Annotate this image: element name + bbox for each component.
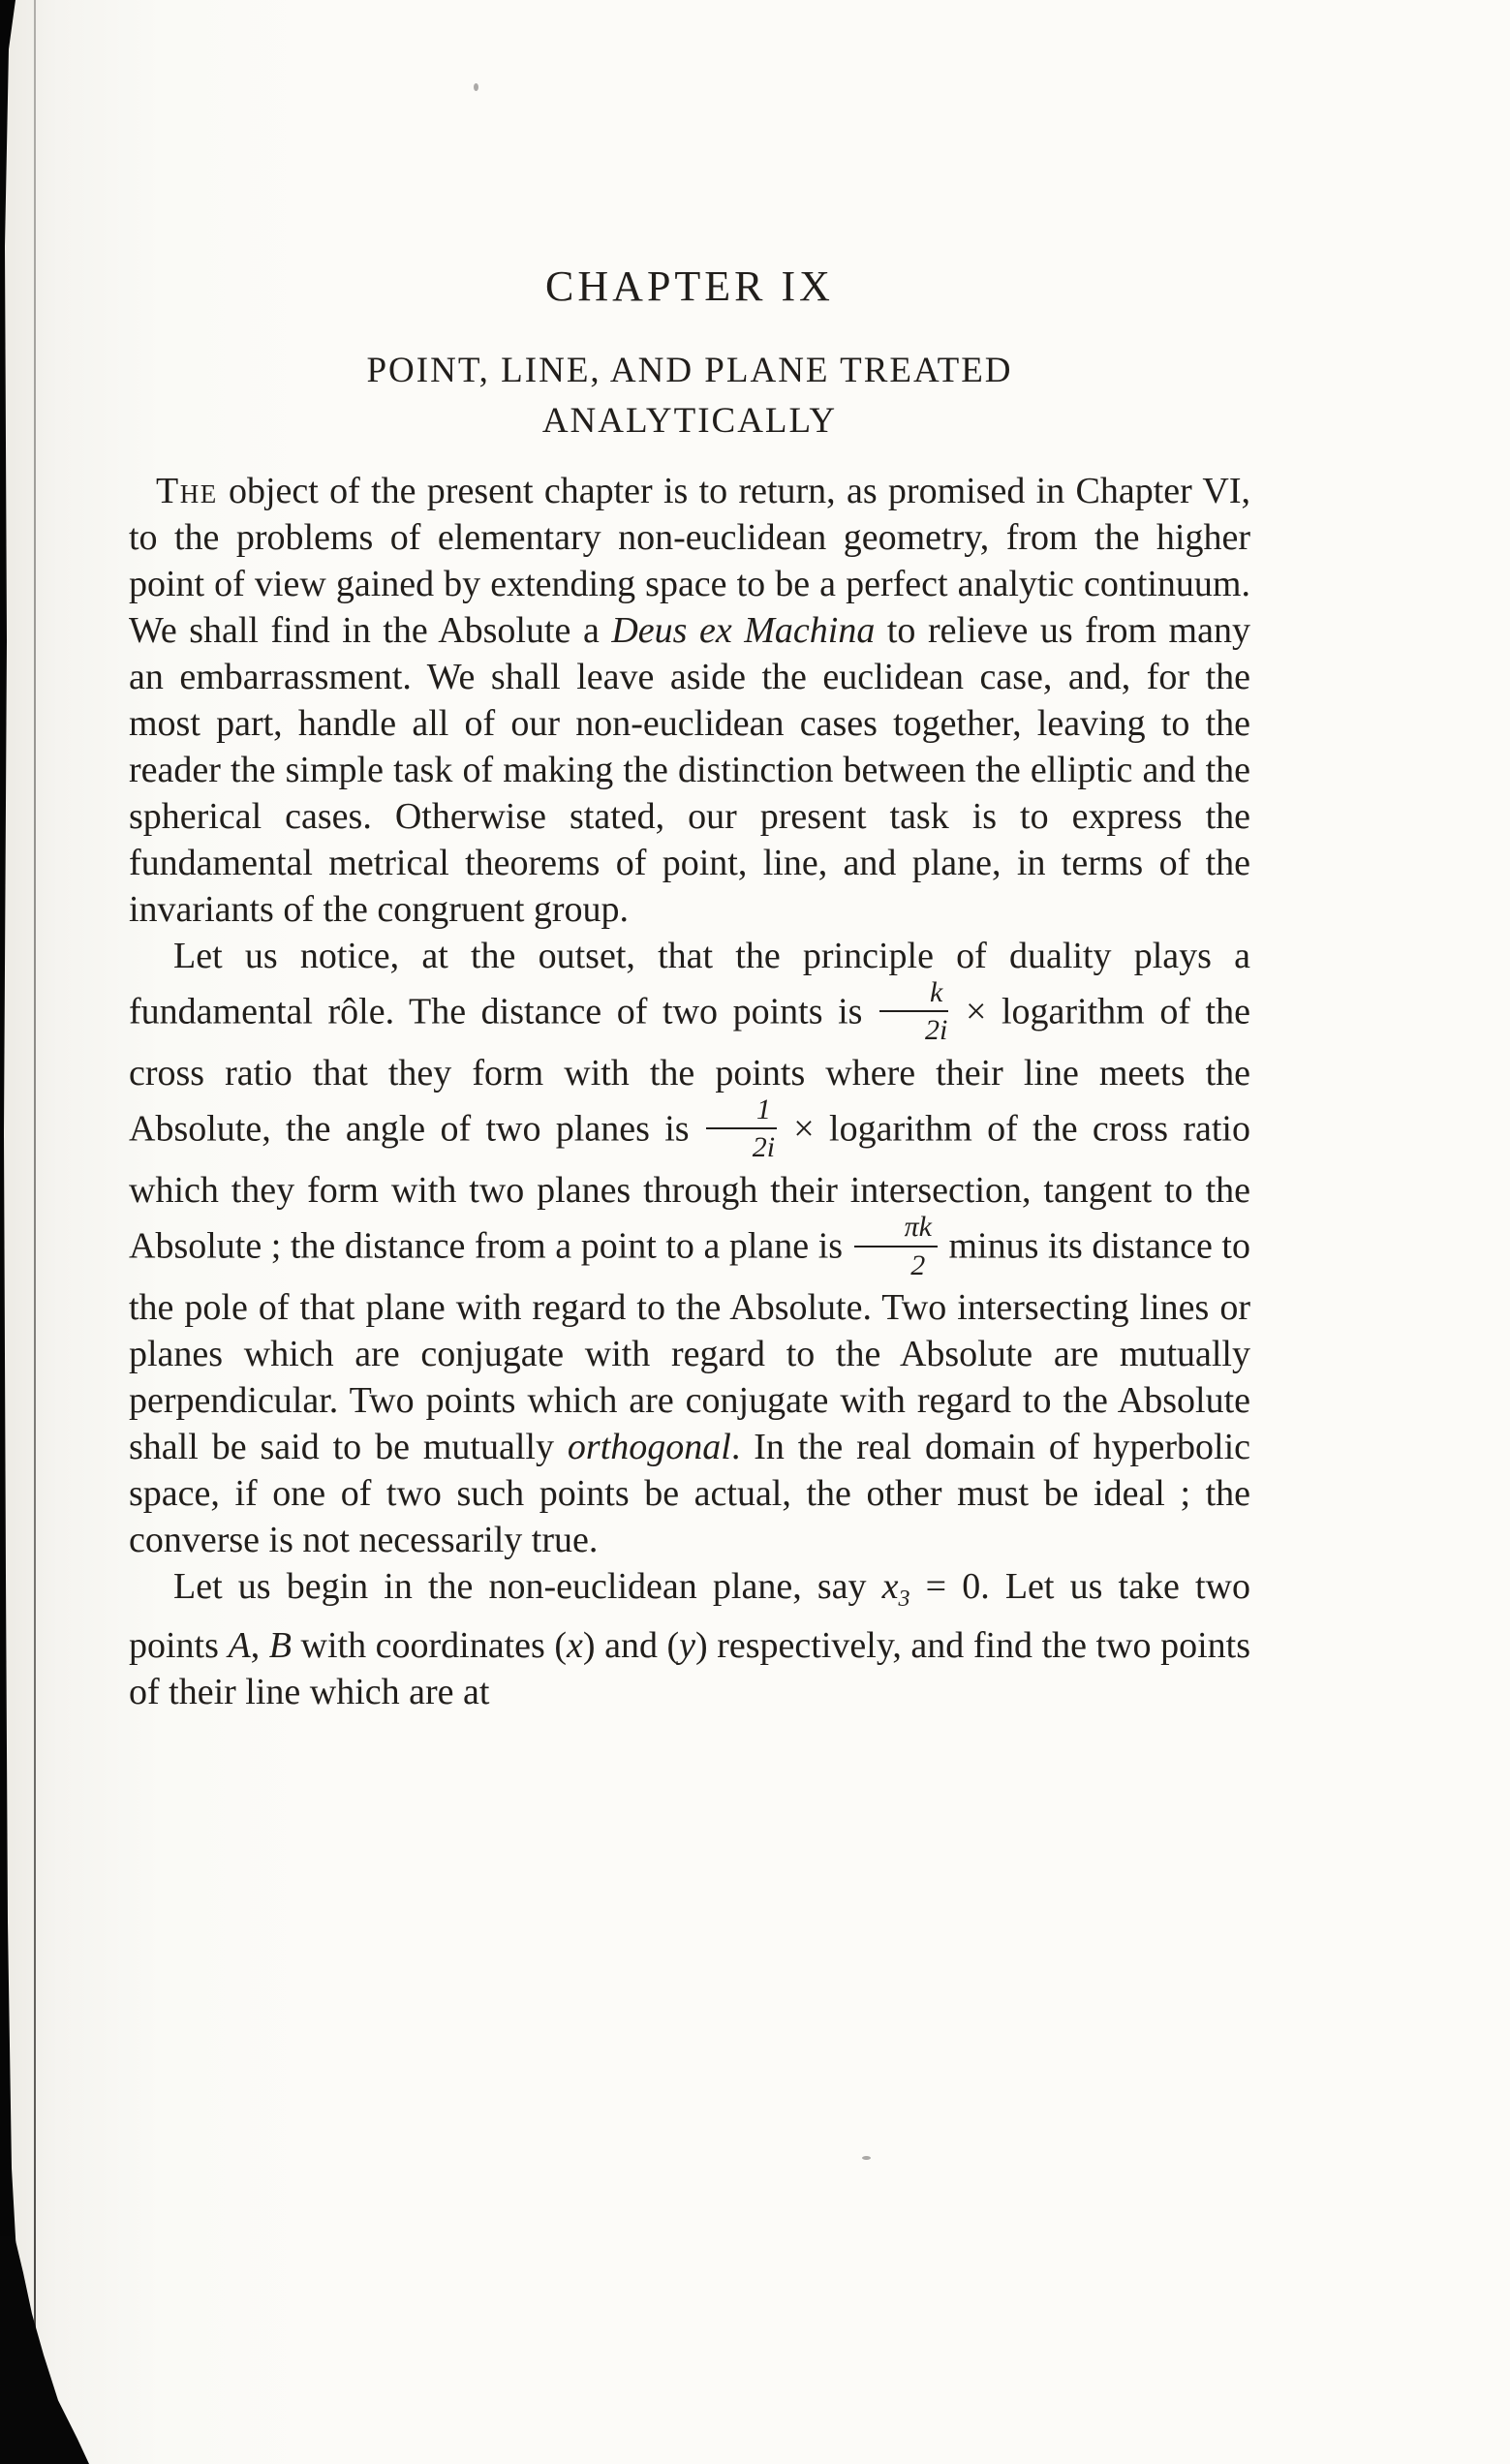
smallcaps-text: The [156, 470, 218, 511]
text-run: , [250, 1625, 269, 1667]
text-run: Let us notice, at the outset, that the principle of duality plays a fundamental rôle. The distance of two points is [129, 935, 1250, 1032]
italic-text: x [567, 1625, 583, 1667]
italic-text: y [679, 1625, 696, 1667]
text-run: ) respectively, and find the two points of their line which are at [129, 1625, 1251, 1713]
italic-text: orthogonal [567, 1427, 731, 1468]
text-run: = 0. Let us take two points [129, 1566, 1250, 1667]
chapter-title [129, 346, 1250, 447]
fraction-denominator: 2i [925, 1014, 948, 1047]
inline-fraction [704, 1093, 779, 1164]
text-run: ) and ( [582, 1625, 680, 1667]
text-run: . In the real domain of hyperbolic space, if one of two such points be actual, the other must be ideal ; the converse is not necessarily true. [129, 1427, 1250, 1561]
text-run: to relieve us from many an embarrassment. We shall leave aside the euclidean case, and, for the most part, handle all of our non-euclidean cases together, leaving to the reader the simple task of making the distinction between the elliptic and the spherical cases. Otherwise stated, our present task is to express the fundamental metrical theorems of point, line, and plane, in terms of the invariants of the congruent group. [129, 609, 1250, 930]
italic-text: B [268, 1625, 292, 1667]
text-run: object of the present chapter is to return, as promised in Chapter VI, to the problems of elementary non-euclidean geometry, from the higher point of view gained by extending space to be a perfect analytic continuum. We shall find in the Absolute a [129, 470, 1250, 651]
page-content [129, 262, 1250, 1715]
fraction-numerator: 1 [706, 1093, 777, 1130]
chapter-title-line-2: ANALYTICALLY [541, 400, 838, 441]
scan-corner-shadow [0, 2236, 89, 2464]
fraction-numerator: k [879, 976, 948, 1013]
scan-edge-line [34, 0, 36, 2464]
text-run: × logarithm of the cross ratio which they form with two planes through their intersection, tangent to the Absolute ; the distance from a point to a plane is [129, 1108, 1250, 1267]
scan-binding-edge [0, 0, 43, 2464]
fraction-numerator: πk [854, 1211, 938, 1247]
chapter-heading: CHAPTER IX [545, 262, 834, 310]
text-run: with coordinates ( [291, 1625, 567, 1667]
text-run: Let us begin in the non-euclidean plane, say [173, 1566, 882, 1608]
inline-fraction [878, 976, 950, 1047]
scan-speck [862, 2156, 871, 2160]
paragraph [129, 933, 1250, 1564]
italic-text: A [228, 1625, 251, 1667]
sub-text: 3 [898, 1586, 910, 1613]
fraction-denominator: 2i [752, 1131, 776, 1164]
text-run: minus its distance to the pole of that plane with regard to the Absolute. Two intersecting lines or planes which are conjugate with regard to the Absolute are mutually perpendicular. Two points which are conjugate with regard to the Absolute shall be said to be mutually [129, 1225, 1250, 1468]
chapter-title-line-1: POINT, LINE, AND PLANE TREATED [366, 351, 1013, 390]
fraction-denominator: 2 [910, 1248, 926, 1281]
italic-text: x [881, 1566, 899, 1608]
scan-speck [474, 83, 478, 91]
text-run: × logarithm of the cross ratio that they form with the points where their line meets the Absolute, the angle of two planes is [129, 990, 1250, 1150]
italic-text: Deus ex Machina [611, 609, 876, 651]
paragraph [129, 1563, 1250, 1715]
inline-fraction [852, 1211, 940, 1281]
paragraph [129, 468, 1250, 933]
